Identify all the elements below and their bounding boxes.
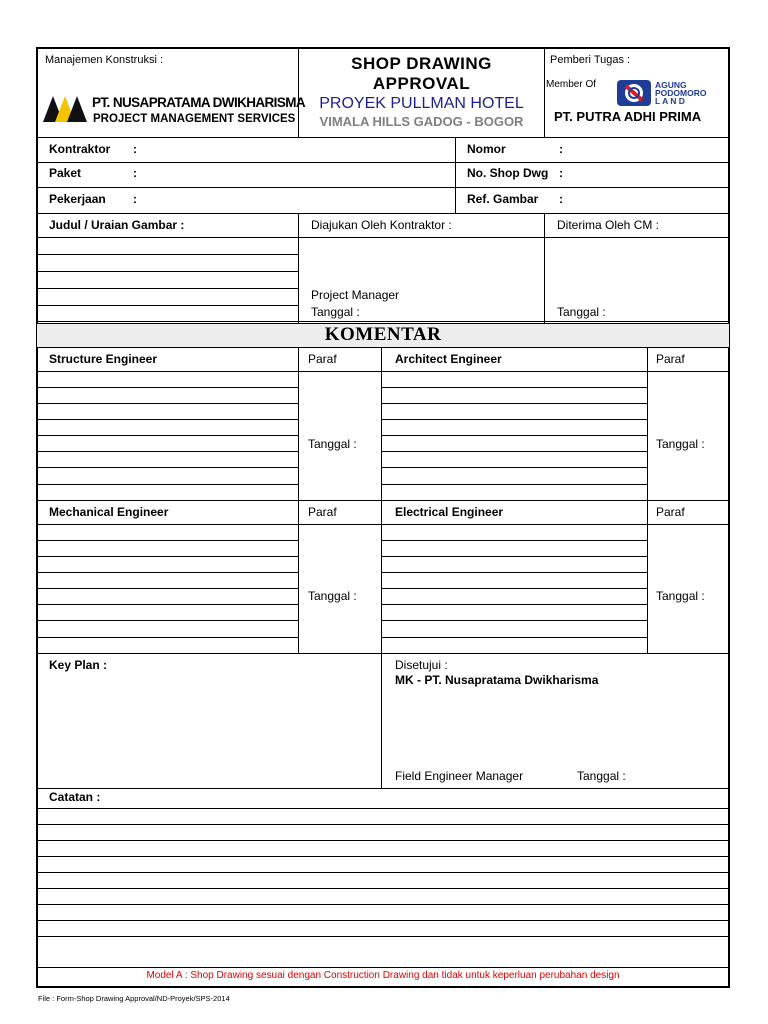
submission-bottom-line <box>37 321 729 322</box>
mechanical-paraf-label: Paraf <box>308 505 337 519</box>
komentar-bottom-line <box>37 347 729 348</box>
electrical-line <box>381 604 647 605</box>
eng-divider-3 <box>647 347 648 500</box>
eng-header-line-2 <box>37 524 729 525</box>
catatan-label: Catatan : <box>49 790 101 804</box>
electrical-line <box>381 588 647 589</box>
eng-divider-4 <box>298 500 299 653</box>
architect-line <box>381 403 647 404</box>
info-divider <box>455 137 456 213</box>
structure-tanggal-label: Tanggal : <box>308 437 357 451</box>
company-subtitle: PROJECT MANAGEMENT SERVICES <box>93 113 296 125</box>
catatan-line <box>37 872 729 873</box>
architect-paraf-label: Paraf <box>656 352 685 366</box>
company-name: PT. NUSAPRATAMA DWIKHARISMA <box>92 95 306 110</box>
komentar-title: KOMENTAR <box>324 324 442 345</box>
form-title-line2: APPROVAL <box>372 74 471 93</box>
eng-divider-1 <box>298 347 299 500</box>
mechanical-line <box>37 556 298 557</box>
mechanical-line <box>37 572 298 573</box>
model-note: Model A : Shop Drawing sesuai dengan Construction Drawing dan tidak untuk keperluan perubahan design <box>146 970 620 981</box>
submission-divider-right <box>544 213 545 323</box>
judul-line-2 <box>37 271 298 272</box>
architect-tanggal-label: Tanggal : <box>656 437 705 451</box>
catatan-line <box>37 808 729 809</box>
project-name: PROYEK PULLMAN HOTEL <box>319 95 524 112</box>
eng-divider-2 <box>381 347 382 500</box>
structure-paraf-label: Paraf <box>308 352 337 366</box>
catatan-line <box>37 904 729 905</box>
structure-engineer-label: Structure Engineer <box>49 352 158 366</box>
mechanical-line <box>37 620 298 621</box>
project-location: VIMALA HILLS GADOG - BOGOR <box>319 114 524 129</box>
catatan-line <box>37 824 729 825</box>
electrical-tanggal-label: Tanggal : <box>656 589 705 603</box>
mechanical-line <box>37 604 298 605</box>
cm-tanggal-label: Tanggal : <box>557 305 606 319</box>
disetujui-label: Disetujui : <box>395 658 448 672</box>
catatan-line <box>37 840 729 841</box>
owner-label: Pemberi Tugas : <box>550 54 631 66</box>
header-divider-right <box>544 48 545 137</box>
eng-divider-5 <box>381 500 382 653</box>
mechanical-line <box>37 588 298 589</box>
project-manager-label: Project Manager <box>311 288 400 302</box>
brand-text-1: AGUNG <box>655 80 687 90</box>
nusapratama-logo-icon <box>43 94 89 122</box>
pekerjaan-label: Pekerjaan <box>49 192 106 206</box>
electrical-line <box>381 620 647 621</box>
electrical-line <box>381 556 647 557</box>
approval-divider <box>381 653 382 788</box>
mechanical-line <box>37 540 298 541</box>
header-bottom-line <box>37 137 729 138</box>
brand-text-2: PODOMORO <box>655 88 707 98</box>
no-shop-dwg-colon: : <box>559 166 563 180</box>
judul-line-3 <box>37 288 298 289</box>
pekerjaan-colon: : <box>133 192 137 206</box>
agung-podomoro-logo-icon <box>617 80 651 106</box>
eng-block-1-bottom <box>37 500 729 501</box>
ref-gambar-colon: : <box>559 192 563 206</box>
structure-line <box>37 467 298 468</box>
electrical-line <box>381 637 647 638</box>
electrical-paraf-label: Paraf <box>656 505 685 519</box>
architect-line <box>381 484 647 485</box>
electrical-line <box>381 572 647 573</box>
kontraktor-label: Kontraktor <box>49 142 111 156</box>
info-line-2 <box>37 187 729 188</box>
judul-line-4 <box>37 305 298 306</box>
eng-header-line-1 <box>37 371 729 372</box>
paket-colon: : <box>133 166 137 180</box>
mk-label: Manajemen Konstruksi : <box>45 54 163 66</box>
pm-tanggal-label: Tanggal : <box>311 305 360 319</box>
mk-company-label: MK - PT. Nusapratama Dwikharisma <box>395 673 599 687</box>
judul-line-1 <box>37 254 298 255</box>
paket-label: Paket <box>49 166 82 180</box>
submission-header-line <box>37 237 729 238</box>
catatan-line <box>37 888 729 889</box>
nomor-label: Nomor <box>467 142 506 156</box>
electrical-engineer-label: Electrical Engineer <box>395 505 504 519</box>
field-engineer-manager-label: Field Engineer Manager <box>395 769 524 783</box>
structure-line <box>37 435 298 436</box>
architect-line <box>381 435 647 436</box>
submission-divider-left <box>298 213 299 323</box>
architect-line <box>381 467 647 468</box>
mechanical-tanggal-label: Tanggal : <box>308 589 357 603</box>
catatan-line <box>37 936 729 937</box>
structure-line <box>37 419 298 420</box>
file-reference: File : Form-Shop Drawing Approval/ND-Proyek/SPS-2014 <box>38 994 230 1003</box>
no-shop-dwg-label: No. Shop Dwg <box>467 166 549 180</box>
structure-line <box>37 403 298 404</box>
member-of-label: Member Of <box>546 79 597 90</box>
mechanical-line <box>37 637 298 638</box>
electrical-line <box>381 540 647 541</box>
architect-line <box>381 419 647 420</box>
brand-text-3: L A N D <box>655 96 685 106</box>
approval-bottom-line <box>37 788 729 789</box>
info-line-3 <box>37 213 729 214</box>
mechanical-engineer-label: Mechanical Engineer <box>49 505 169 519</box>
approval-tanggal-label: Tanggal : <box>577 769 626 783</box>
judul-label: Judul / Uraian Gambar : <box>49 218 185 232</box>
structure-line <box>37 484 298 485</box>
architect-line <box>381 451 647 452</box>
catatan-line <box>37 856 729 857</box>
eng-divider-6 <box>647 500 648 653</box>
structure-line <box>37 387 298 388</box>
info-line-1 <box>37 162 729 163</box>
owner-name: PT. PUTRA ADHI PRIMA <box>554 109 702 124</box>
ref-gambar-label: Ref. Gambar <box>467 192 539 206</box>
diajukan-label: Diajukan Oleh Kontraktor : <box>311 218 452 232</box>
diterima-label: Diterima Oleh CM : <box>557 218 660 232</box>
nomor-colon: : <box>559 142 563 156</box>
key-plan-label: Key Plan : <box>49 658 108 672</box>
eng-block-2-bottom <box>37 653 729 654</box>
architect-line <box>381 387 647 388</box>
catatan-line <box>37 920 729 921</box>
catatan-bottom-line <box>37 967 729 968</box>
form-title-line1: SHOP DRAWING <box>351 54 492 73</box>
structure-line <box>37 451 298 452</box>
architect-engineer-label: Architect Engineer <box>395 352 502 366</box>
kontraktor-colon: : <box>133 142 137 156</box>
